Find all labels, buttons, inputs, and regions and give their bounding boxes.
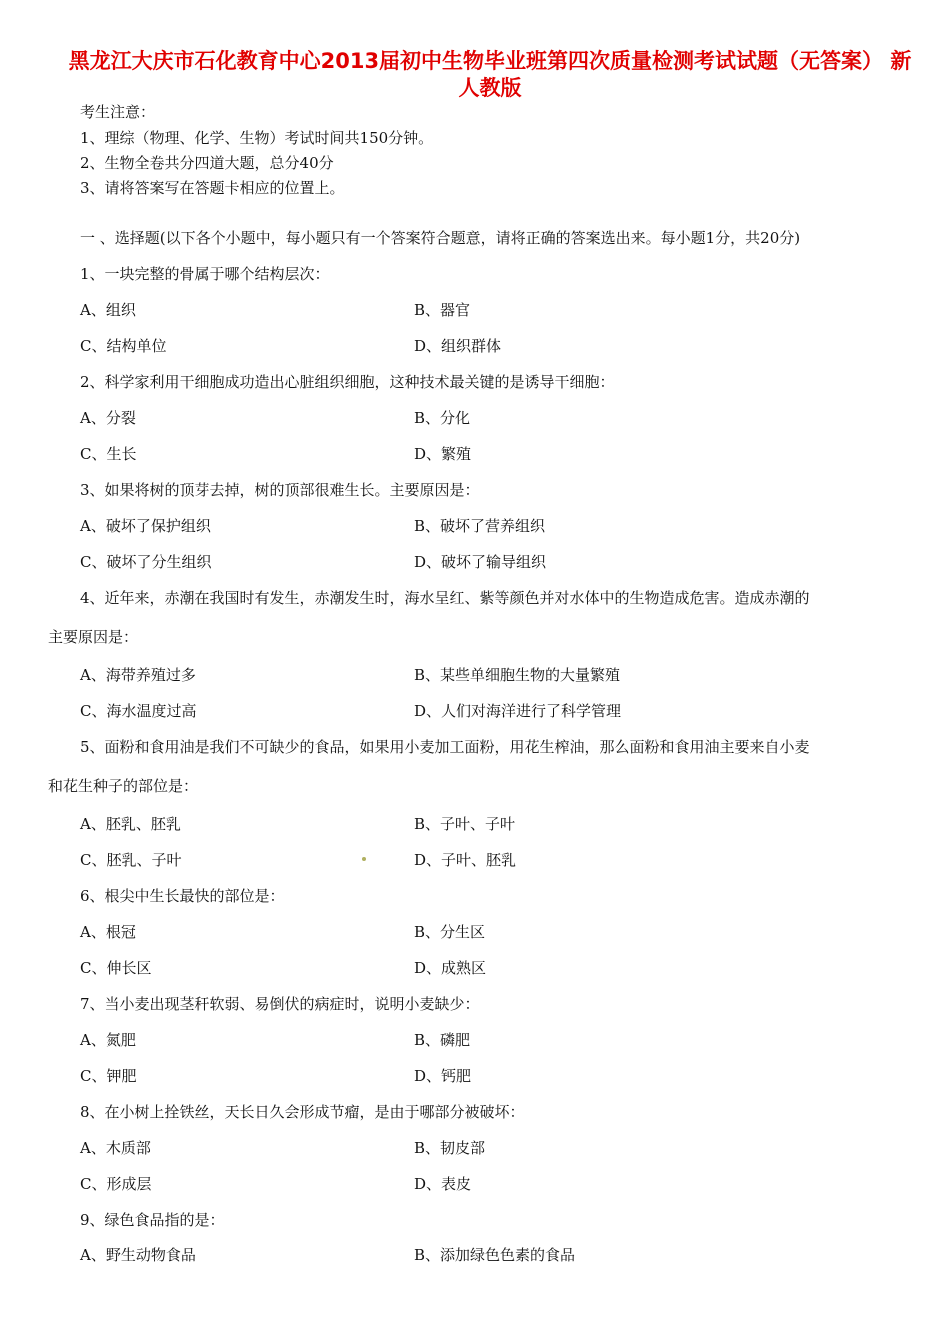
question-stem: 2、科学家利用干细胞成功造出心脏组织细胞，这种技术最关键的是诱导干细胞： [80,373,615,391]
option-b: B、破坏了营养组织 [414,517,546,535]
option-a: A、组织 [80,301,136,319]
option-d: D、成熟区 [414,959,487,977]
notice-item: 1、理综（物理、化学、生物）考试时间共150分钟。 [80,129,434,147]
option-d: D、组织群体 [414,337,502,355]
question-stem: 1、一块完整的骨属于哪个结构层次： [80,265,330,283]
question-stem: 5、面粉和食用油是我们不可缺少的食品，如果用小麦加工面粉，用花生榨油，那么面粉和食用油主要来自小麦 [80,738,810,756]
option-d: D、繁殖 [414,445,472,463]
option-c: C、胚乳、子叶 [80,851,182,869]
option-b: B、子叶、子叶 [414,815,516,833]
option-c: C、生长 [80,445,137,463]
option-a: A、野生动物食品 [80,1246,196,1264]
question-stem: 9、绿色食品指的是： [80,1211,225,1229]
option-b: B、某些单细胞生物的大量繁殖 [414,666,621,684]
option-c: C、结构单位 [80,337,167,355]
question-stem: 3、如果将树的顶芽去掉，树的顶部很难生长。主要原因是： [80,481,480,499]
section-heading: 一 、选择题(以下各个小题中，每小题只有一个答案符合题意，请将正确的答案选出来。每小题1分，共20分) [80,229,801,247]
option-a: A、根冠 [80,923,136,941]
stray-dot [362,857,366,861]
option-c: C、海水温度过高 [80,702,197,720]
question-stem: 6、根尖中生长最快的部位是： [80,887,285,905]
option-b: B、磷肥 [414,1031,471,1049]
option-d: D、表皮 [414,1175,472,1193]
option-c: C、形成层 [80,1175,152,1193]
option-b: B、分化 [414,409,471,427]
notice-item: 3、请将答案写在答题卡相应的位置上。 [80,179,345,197]
option-a: A、氮肥 [80,1031,136,1049]
question-stem-cont: 和花生种子的部位是： [48,777,199,795]
option-d: D、子叶、胚乳 [414,851,517,869]
option-b: B、添加绿色色素的食品 [414,1246,576,1264]
option-a: A、海带养殖过多 [80,666,196,684]
question-stem: 8、在小树上拴铁丝，天长日久会形成节瘤，是由于哪部分被破坏： [80,1103,525,1121]
option-a: A、分裂 [80,409,136,427]
option-d: D、钙肥 [414,1067,472,1085]
question-stem: 4、近年来，赤潮在我国时有发生，赤潮发生时，海水呈红、紫等颜色并对水体中的生物造成危害。造成赤潮的 [80,589,810,607]
option-a: A、木质部 [80,1139,151,1157]
page-title: 黑龙江大庆市石化教育中心2013届初中生物毕业班第四次质量检测考试试题（无答案） 新人教版 [68,49,912,100]
notice-heading: 考生注意： [80,103,156,121]
notice-item: 2、生物全卷共分四道大题，总分40分 [80,154,334,172]
option-c: C、钾肥 [80,1067,137,1085]
option-a: A、胚乳、胚乳 [80,815,181,833]
option-c: C、伸长区 [80,959,152,977]
option-b: B、分生区 [414,923,486,941]
option-b: B、韧皮部 [414,1139,486,1157]
option-b: B、器官 [414,301,471,319]
question-stem: 7、当小麦出现茎秆软弱、易倒伏的病症时，说明小麦缺少： [80,995,480,1013]
option-a: A、破坏了保护组织 [80,517,211,535]
option-c: C、破坏了分生组织 [80,553,212,571]
question-stem-cont: 主要原因是： [48,628,139,646]
option-d: D、人们对海洋进行了科学管理 [414,702,622,720]
option-d: D、破坏了输导组织 [414,553,547,571]
